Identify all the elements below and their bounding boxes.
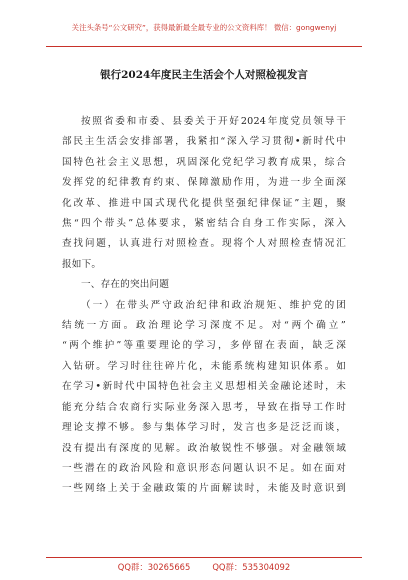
footer bbox=[0, 561, 408, 573]
paragraph-line: 结统一方面。政治理论学习深度不足。对“两个确立” bbox=[62, 320, 346, 332]
paragraph-line: 按照省委和市委、县委关于开好2024年度党员领导干 bbox=[81, 116, 346, 127]
section-heading-text: 一、存在的突出问题 bbox=[81, 279, 170, 291]
paragraph-line: 焦“四个带头”总体要求，紧密结合自身工作实际，深入 bbox=[62, 218, 346, 230]
header-rule bbox=[46, 46, 362, 47]
paragraph-line: 国特色社会主义思想，巩固深化党纪学习教育成果，综合 bbox=[62, 156, 346, 168]
paragraph-intro bbox=[62, 112, 346, 275]
document-title: 银行2024年度民主生活会个人对照检视发言 bbox=[100, 69, 308, 81]
paragraph-line: 部民主生活会安排部署，我紧扣“深入学习贯彻•新时代中 bbox=[62, 136, 346, 148]
section-heading bbox=[62, 275, 346, 295]
paragraph-line: 发挥党的纪律教育约束、保障激励作用，为进一步全面深 bbox=[62, 177, 346, 189]
paragraph-line: 能充分结合农商行实际业务深入思考，导致在指导工作时 bbox=[62, 401, 346, 413]
paragraph-line: 化改革、推进中国式现代化提供坚强纪律保证”主题，聚 bbox=[62, 197, 346, 209]
footer-rule bbox=[46, 557, 362, 558]
header-banner: 关注头条号“公文研究”，获得最新最全最专业的公文资料库！ 微信：gongwenyj bbox=[71, 23, 337, 32]
paragraph-line: （一）在带头严守政治纪律和政治规矩、维护党的团 bbox=[81, 299, 346, 311]
paragraph-line: 理论支撑不够。参与集体学习时，发言也多是泛泛而谈， bbox=[62, 422, 346, 434]
footer-qq-group-2: QQ群：535304092 bbox=[212, 562, 291, 572]
paragraph-line: 一些潜在的政治风险和意识形态问题认识不足。如在面对 bbox=[62, 462, 346, 474]
paragraph-line: “两个维护”等重要理论的学习，多停留在表面，缺乏深 bbox=[62, 340, 346, 352]
paragraph-problems bbox=[62, 296, 346, 500]
paragraph-line: 在学习•新时代中国特色社会主义思想相关金融论述时，未 bbox=[62, 381, 346, 393]
paragraph-line: 报如下。 bbox=[62, 258, 102, 270]
footer-qq-group-1: QQ群：30265665 bbox=[117, 562, 191, 572]
paragraph-line: 查找问题，认真进行对照检查。现将个人对照检查情况汇 bbox=[62, 238, 346, 250]
document-body bbox=[62, 112, 346, 500]
paragraph-line: 入钻研。学习时往往碎片化，未能系统构建知识体系。如 bbox=[62, 360, 346, 372]
paragraph-line: 没有提出有深度的见解。政治敏锐性不够强。对金融领域 bbox=[62, 442, 346, 454]
paragraph-line: 一些网络上关于金融政策的片面解读时，未能及时意识到 bbox=[62, 483, 346, 495]
